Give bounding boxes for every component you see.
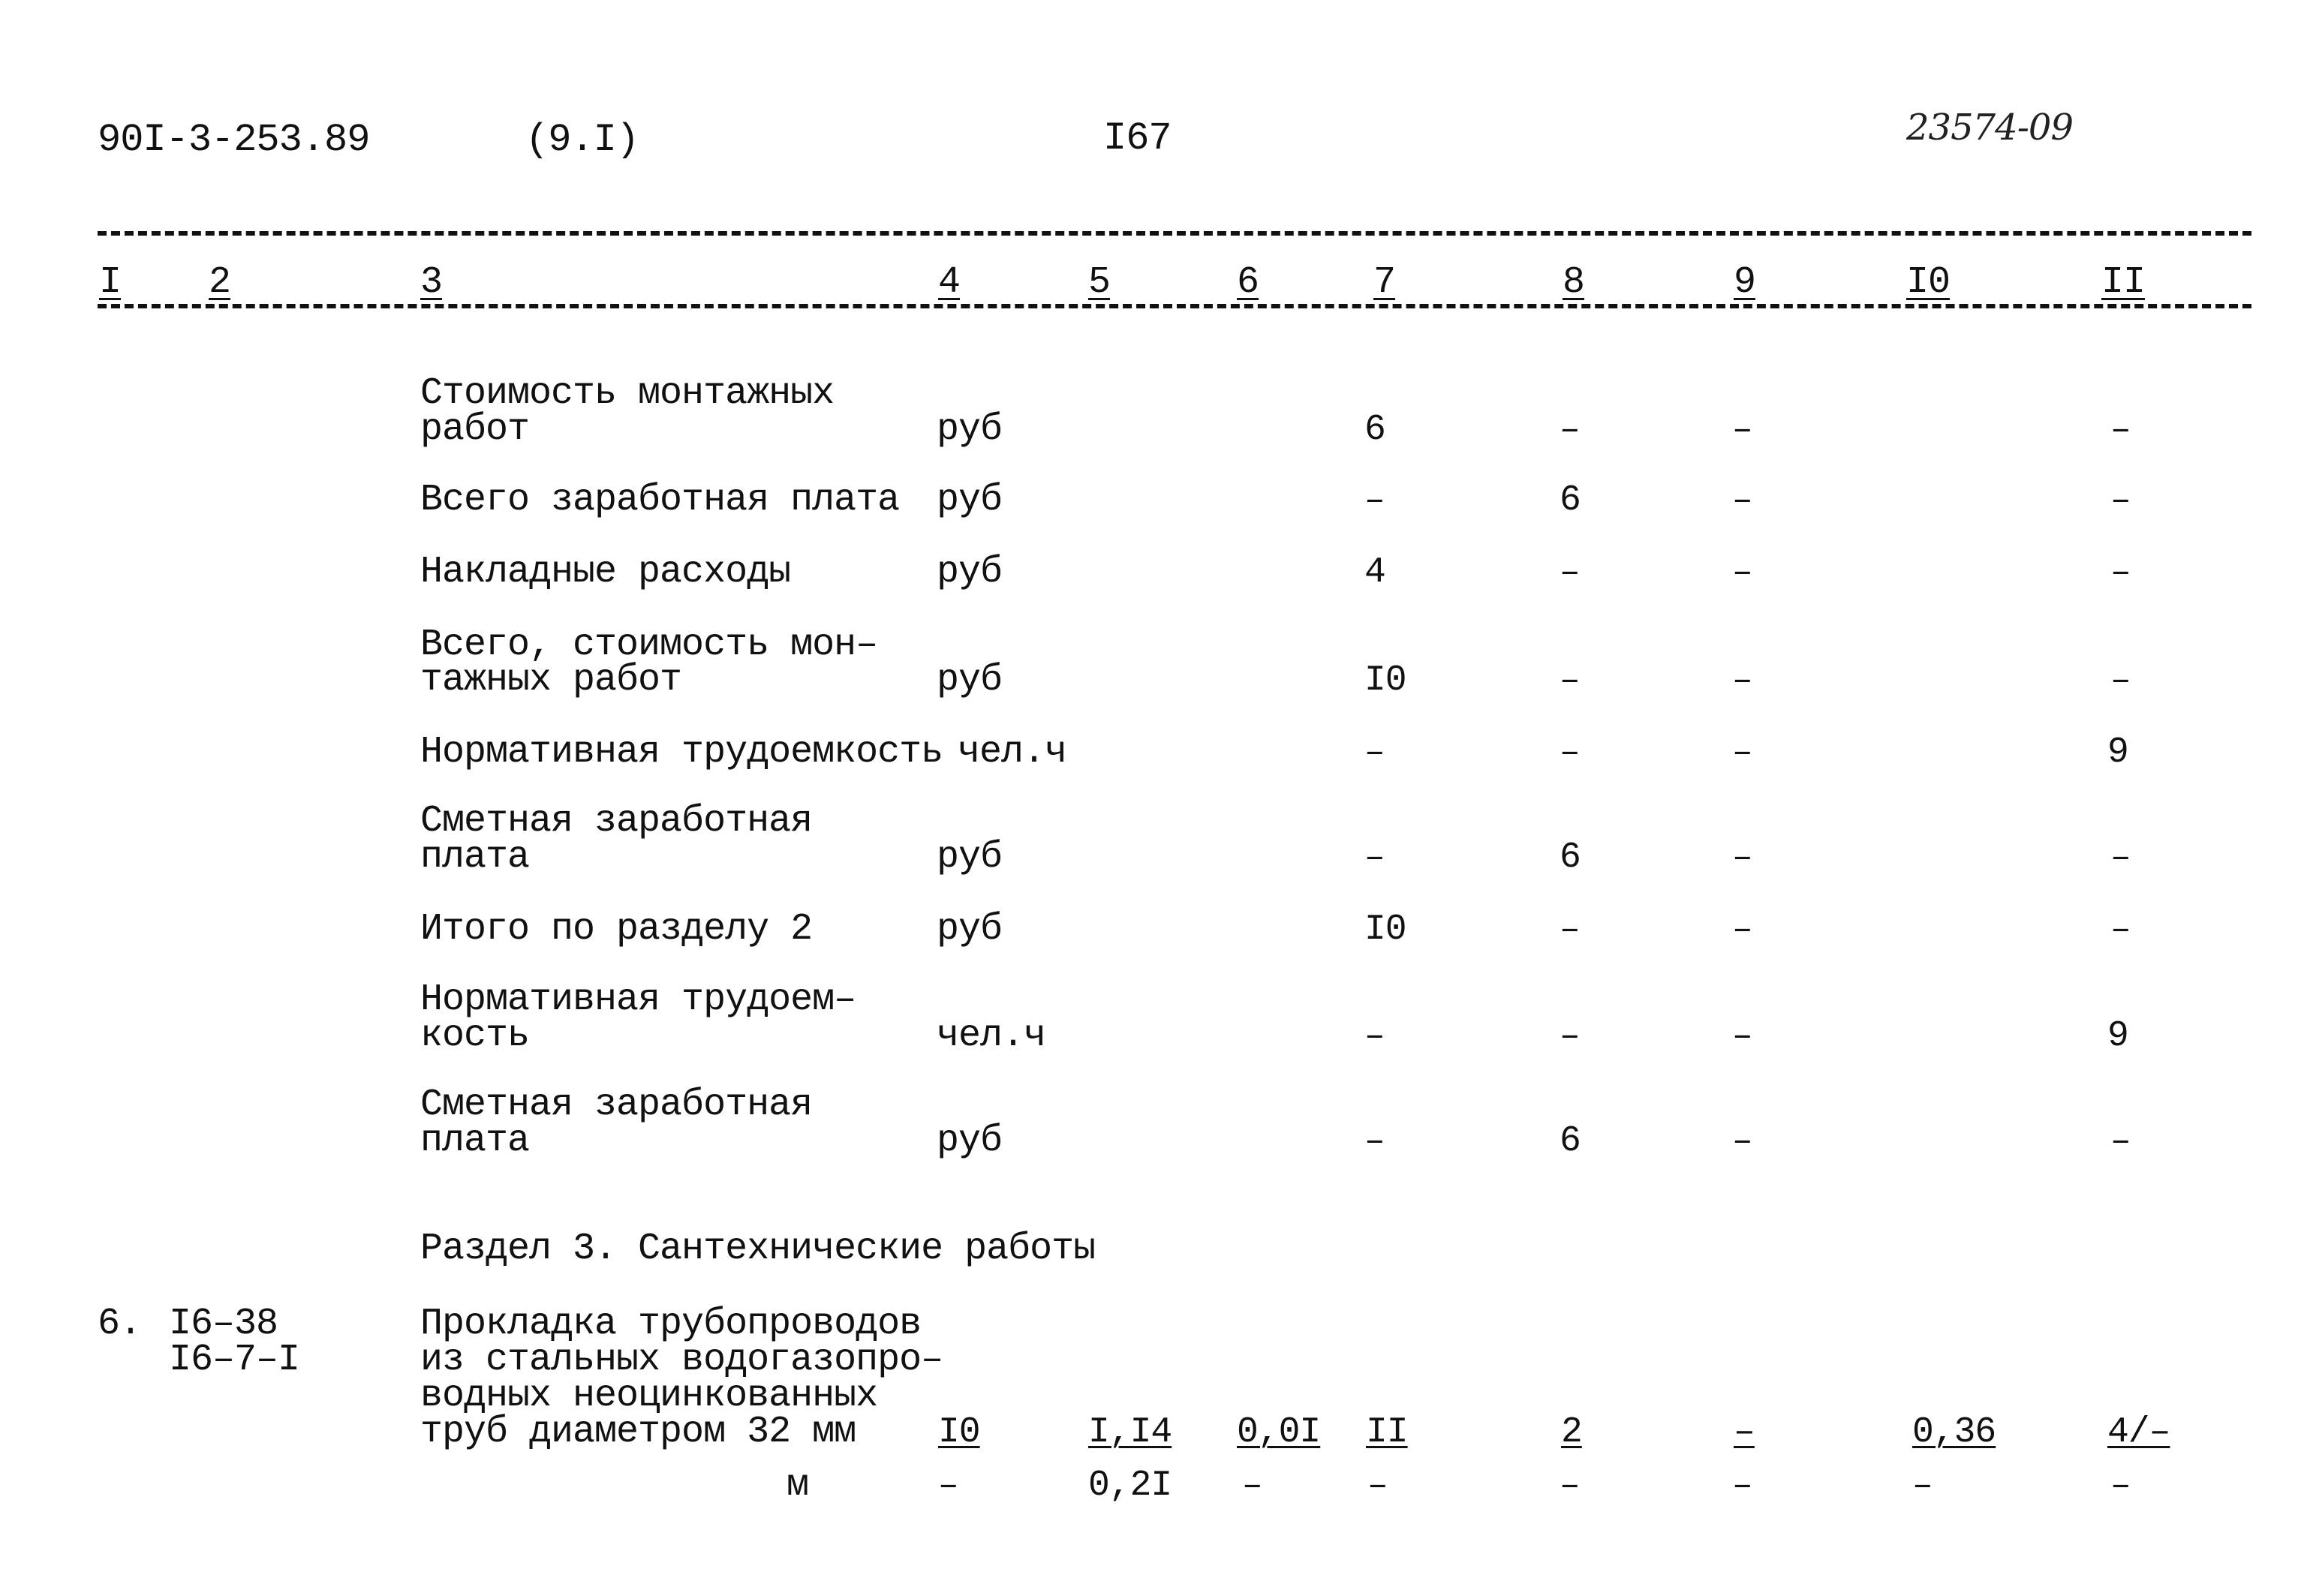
column-number: 4 xyxy=(938,261,961,304)
item-description: водных неоцинкованных xyxy=(420,1375,878,1417)
cell-col-7: – xyxy=(1364,1122,1385,1161)
cell-col-9: – xyxy=(1732,553,1752,592)
cell-col-9: – xyxy=(1732,410,1752,449)
cell-col-9: – xyxy=(1732,733,1752,772)
cell-col-11: – xyxy=(2110,481,2131,520)
column-number: 2 xyxy=(209,261,231,304)
cell-col-11: – xyxy=(2110,661,2131,700)
row-unit: руб xyxy=(937,908,1003,951)
item-col-9: – xyxy=(1734,1412,1755,1453)
cell-col-8: – xyxy=(1560,661,1580,700)
item-description: труб диаметром 32 мм xyxy=(420,1411,856,1453)
cell-col-7: – xyxy=(1364,733,1385,772)
item-col-7: II xyxy=(1366,1412,1408,1453)
column-header-dashed-rule xyxy=(98,304,2251,308)
section-title: Раздел 3. Сантехнические работы xyxy=(420,1228,1096,1270)
item-unit-col-7: – xyxy=(1367,1466,1388,1505)
item-code: I6–38 xyxy=(169,1303,278,1345)
row-description: Сметная заработная xyxy=(420,1084,813,1126)
cell-col-8: 6 xyxy=(1560,480,1581,521)
row-description: плата xyxy=(420,836,530,879)
cell-col-9: – xyxy=(1732,910,1752,949)
cell-col-11: – xyxy=(2110,910,2131,949)
item-unit-col-11: – xyxy=(2110,1466,2131,1505)
row-unit: чел.ч xyxy=(958,731,1067,774)
item-code: I6–7–I xyxy=(169,1339,300,1381)
item-col-4: I0 xyxy=(938,1412,980,1453)
row-description: Итого по разделу 2 xyxy=(420,908,813,951)
cell-col-11: 9 xyxy=(2107,732,2128,773)
row-description: работ xyxy=(420,408,530,451)
cell-col-7: 6 xyxy=(1364,410,1385,450)
item-unit-col-9: – xyxy=(1732,1466,1752,1505)
item-col-10: 0,36 xyxy=(1912,1412,1996,1453)
cell-col-9: – xyxy=(1732,838,1752,877)
column-number: 9 xyxy=(1734,261,1756,304)
cell-col-11: – xyxy=(2110,410,2131,449)
row-unit: руб xyxy=(937,479,1003,521)
cell-col-9: – xyxy=(1732,1017,1752,1056)
column-number: 3 xyxy=(420,261,443,304)
cell-col-9: – xyxy=(1732,481,1752,520)
cell-col-8: – xyxy=(1560,410,1580,449)
item-unit: м xyxy=(787,1464,809,1507)
row-description: Сметная заработная xyxy=(420,800,813,843)
item-col-5: I,I4 xyxy=(1088,1412,1172,1453)
cell-col-7: – xyxy=(1364,838,1385,877)
row-unit: руб xyxy=(937,836,1003,879)
item-unit-col-8: – xyxy=(1560,1466,1580,1505)
item-description: из стальных водогазопро– xyxy=(420,1339,943,1381)
cell-col-8: – xyxy=(1560,1017,1580,1056)
cell-col-9: – xyxy=(1732,661,1752,700)
column-number: 5 xyxy=(1088,261,1111,304)
handwritten-stamp: 23574-09 xyxy=(1906,107,2073,149)
row-description: кость xyxy=(420,1014,530,1057)
row-description: Всего заработная плата xyxy=(420,479,900,521)
cell-col-9: – xyxy=(1732,1122,1752,1161)
section-reference: (9.I) xyxy=(525,118,639,162)
cell-col-11: 9 xyxy=(2107,1016,2128,1056)
item-number: 6. xyxy=(98,1303,142,1345)
cell-col-8: – xyxy=(1560,733,1580,772)
item-col-11: 4/– xyxy=(2107,1412,2170,1453)
cell-col-7: I0 xyxy=(1364,660,1406,701)
row-description: Накладные расходы xyxy=(420,551,791,594)
column-number: 8 xyxy=(1563,261,1585,304)
cell-col-8: 6 xyxy=(1560,837,1581,878)
item-description: Прокладка трубопроводов xyxy=(420,1303,922,1345)
cell-col-7: – xyxy=(1364,481,1385,520)
column-number: I xyxy=(99,261,122,304)
row-description: Нормативная трудоемкость xyxy=(420,731,943,774)
row-description: Нормативная трудоем– xyxy=(420,978,856,1021)
row-description: Всего, стоимость мон– xyxy=(420,624,878,666)
cell-col-7: – xyxy=(1364,1017,1385,1056)
cell-col-8: – xyxy=(1560,910,1580,949)
column-number: II xyxy=(2101,261,2146,304)
item-unit-col-4: – xyxy=(938,1466,958,1505)
cell-col-11: – xyxy=(2110,838,2131,877)
row-description: плата xyxy=(420,1120,530,1162)
top-dashed-rule xyxy=(98,231,2251,236)
column-number: 6 xyxy=(1237,261,1259,304)
cell-col-11: – xyxy=(2110,1122,2131,1161)
item-unit-col-5: 0,2I xyxy=(1088,1465,1172,1506)
row-unit: чел.ч xyxy=(937,1014,1046,1057)
item-unit-col-6: – xyxy=(1242,1466,1262,1505)
document-code: 90I-3-253.89 xyxy=(98,118,370,162)
page-number: I67 xyxy=(1103,116,1172,161)
cell-col-7: I0 xyxy=(1364,909,1406,950)
row-description: тажных работ xyxy=(420,659,682,702)
row-unit: руб xyxy=(937,408,1003,451)
row-description: Стоимость монтажных xyxy=(420,372,835,415)
row-unit: руб xyxy=(937,1120,1003,1162)
cell-col-7: 4 xyxy=(1364,552,1385,593)
column-number: I0 xyxy=(1906,261,1951,304)
row-unit: руб xyxy=(937,551,1003,594)
item-col-8: 2 xyxy=(1561,1412,1582,1453)
column-number: 7 xyxy=(1373,261,1396,304)
cell-col-11: – xyxy=(2110,553,2131,592)
item-unit-col-10: – xyxy=(1912,1466,1933,1505)
row-unit: руб xyxy=(937,659,1003,702)
cell-col-8: 6 xyxy=(1560,1121,1581,1162)
item-col-6: 0,0I xyxy=(1237,1412,1321,1453)
cell-col-8: – xyxy=(1560,553,1580,592)
